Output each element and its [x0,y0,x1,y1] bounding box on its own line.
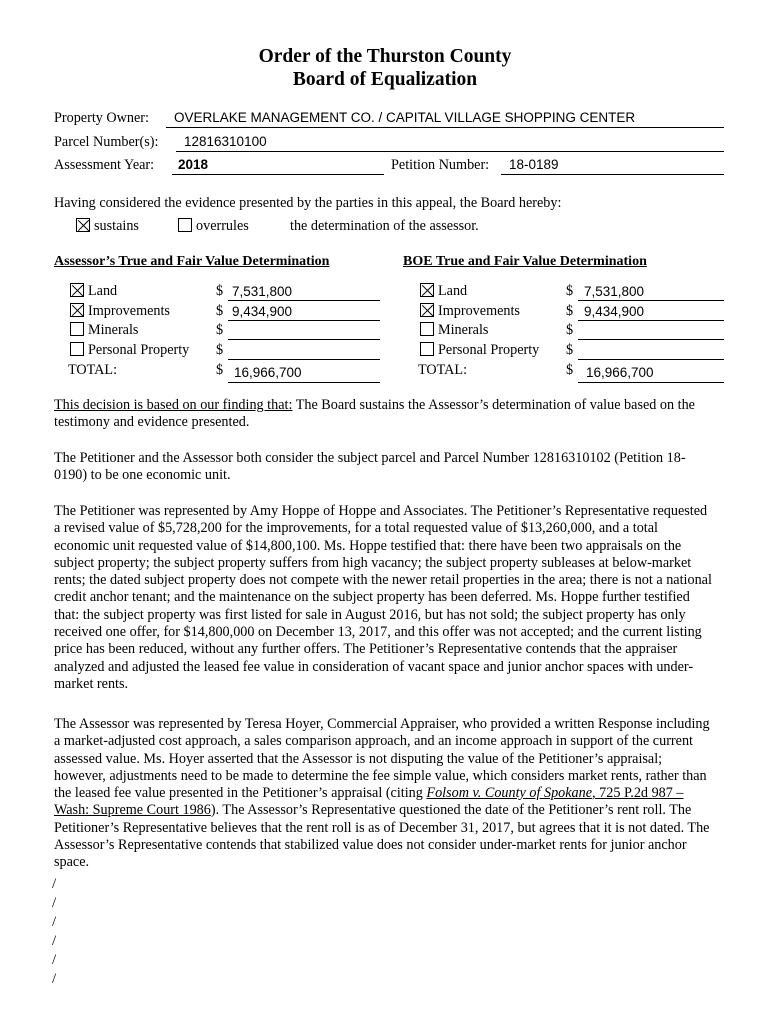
assessor-improvements-line [228,320,380,321]
finding-lead: This decision is based on our finding that: [54,397,293,413]
boe-land-checkbox[interactable] [420,283,434,297]
overrules-checkbox[interactable] [178,218,192,232]
boe-improvements-value: 9,434,900 [584,304,645,319]
boe-row-personal-property [420,342,539,359]
boe-row-minerals [420,322,488,339]
assessor-improvements-value: 9,434,900 [232,304,293,319]
boe-minerals-line [578,339,724,340]
boe-total-line [578,382,724,383]
parcel-number-label: Parcel Number(s): [54,134,159,150]
continuation-mark: / [52,876,57,892]
assessor-table-heading: Assessor’s True and Fair Value Determination [54,254,330,269]
continuation-mark: / [52,952,57,968]
assessor-row-personal-property [70,342,189,359]
boe-personal-property-currency: $ [566,342,574,358]
boe-improvements-checkbox[interactable] [420,303,434,317]
parcel-number-line [176,151,724,152]
case-citation-name: Folsom v. County of Spokane [426,785,593,802]
boe-personal-property-line [578,359,724,360]
assessor-minerals-line [228,339,380,340]
assessor-land-label: Land [88,283,118,299]
assessor-total-currency: $ [216,362,224,378]
decision-intro: Having considered the evidence presented by the parties in this appeal, the Board hereby: [54,195,562,211]
boe-personal-property-label: Personal Property [438,342,540,358]
property-owner-line [166,127,724,128]
assessor-improvements-label: Improvements [88,303,170,319]
boe-minerals-label: Minerals [438,322,489,338]
assessor-total-label: TOTAL: [68,362,118,378]
assessment-year-label: Assessment Year: [54,157,155,173]
assessor-row-minerals [70,322,138,339]
continuation-mark: / [52,971,57,987]
overrules-option[interactable] [178,218,249,235]
petition-number-label: Petition Number: [391,157,490,173]
assessor-text-part1: The Assessor was represented by Teresa Hoyer, Commercial Appraiser, who provided a written Response including a market-adjusted cost approach, a sales comparison approach, and an income approach in support of the current assessed value. Ms. Hoyer asserted that the Assessor is not disputing the value of the Petitioner’s appraisal; however, adjustments need to be made to determine the fee simple value, which considers market rents, rather than the leased fee value presented in the Petitioner’s appraisal (citing [54,716,710,802]
assessor-text-part2: ). The Assessor’s Representative questioned the date of the Petitioner’s rent roll. The Petitioner’s Representative believes that the rent roll is as of December 31, 2017, but agrees that it is not dated. The Assessor’s Representative contends that stabilized value does not consider under-market rents for junior anchor space. [54,802,710,871]
continuation-mark: / [52,895,57,911]
boe-land-currency: $ [566,283,574,299]
boe-row-improvements [420,303,520,320]
boe-improvements-label: Improvements [438,303,520,319]
assessor-paragraph [54,716,716,872]
document-title-line1: Order of the Thurston County [258,46,512,67]
petitioner-paragraph: The Petitioner was represented by Amy Hoppe of Hoppe and Associates. The Petitioner’s Representative requested a revised value of $5,728,200 for the improvements, for a total requested value of $13,260,000, and a total economic unit requested value of $14,800,100. Ms. Hoppe testified that: there have been two appraisals on the subject property; the subject property suffers from high vacancy; the subject property subleases at below-market rents; the dated subject property does not compete with the newer retail properties in the area; there is not a national credit anchor tenant; and the maintenance on the subject property has been deferred. Ms. Hoppe further testified that: the subject property was first listed for sale in August 2016, but has not sold; the subject property has only received one offer, for $14,800,000 on December 13, 2017, and this offer was not accepted; and the current listing price has been reduced, without any further offers. The Petitioner’s Representative contends that the appraiser analyzed and adjusted the leased fee value in consideration of vacant space and junior anchor spaces with under-market rents. [54,503,712,692]
boe-improvements-line [578,320,724,321]
assessor-minerals-currency: $ [216,322,224,338]
assessor-personal-property-label: Personal Property [88,342,190,358]
boe-total-currency: $ [566,362,574,378]
assessor-personal-property-currency: $ [216,342,224,358]
boe-personal-property-checkbox[interactable] [420,342,434,356]
assessor-total-line [228,382,380,383]
property-owner-label: Property Owner: [54,110,149,126]
assessor-land-line [228,300,380,301]
sustains-label: sustains [94,218,139,234]
sustains-checkbox[interactable] [76,218,90,232]
decision-suffix: the determination of the assessor. [290,218,479,234]
document-title-line2: Board of Equalization [292,69,478,90]
economic-unit-paragraph: The Petitioner and the Assessor both consider the subject parcel and Parcel Number 12816310102 (Petition 18-0190) to be one economic unit. [54,450,686,484]
assessor-personal-property-checkbox[interactable] [70,342,84,356]
boe-improvements-currency: $ [566,303,574,319]
overrules-label: overrules [196,218,249,234]
case-citation-reference: , 725 P.2d 987 – Wash: Supreme Court 1986 [54,785,684,819]
finding-paragraph [54,397,716,432]
petition-number-line [501,174,724,175]
assessor-land-checkbox[interactable] [70,283,84,297]
boe-minerals-checkbox[interactable] [420,322,434,336]
finding-text: The Board sustains the Assessor’s determination of value based on the testimony and evidence presented. [54,397,695,431]
assessor-land-currency: $ [216,283,224,299]
sustains-option[interactable] [76,218,139,235]
boe-minerals-currency: $ [566,322,574,338]
boe-row-land [420,283,467,300]
boe-table-heading: BOE True and Fair Value Determination [403,254,647,269]
assessment-year-value: 2018 [178,157,209,172]
assessor-improvements-checkbox[interactable] [70,303,84,317]
assessor-minerals-label: Minerals [88,322,139,338]
assessor-row-improvements [70,303,170,320]
boe-land-line [578,300,724,301]
assessment-year-line [172,174,384,175]
boe-total-value: 16,966,700 [586,365,654,380]
continuation-mark: / [52,933,57,949]
assessor-total-value: 16,966,700 [234,365,302,380]
assessor-minerals-checkbox[interactable] [70,322,84,336]
boe-total-label: TOTAL: [418,362,468,378]
parcel-number-value: 12816310100 [184,134,267,149]
assessor-improvements-currency: $ [216,303,224,319]
property-owner-value: OVERLAKE MANAGEMENT CO. / CAPITAL VILLAGE SHOPPING CENTER [174,110,636,125]
boe-land-label: Land [438,283,468,299]
boe-land-value: 7,531,800 [584,284,645,299]
assessor-land-value: 7,531,800 [232,284,293,299]
petition-number-value: 18-0189 [509,157,559,172]
assessor-personal-property-line [228,359,380,360]
assessor-row-land [70,283,117,300]
continuation-mark: / [52,914,57,930]
